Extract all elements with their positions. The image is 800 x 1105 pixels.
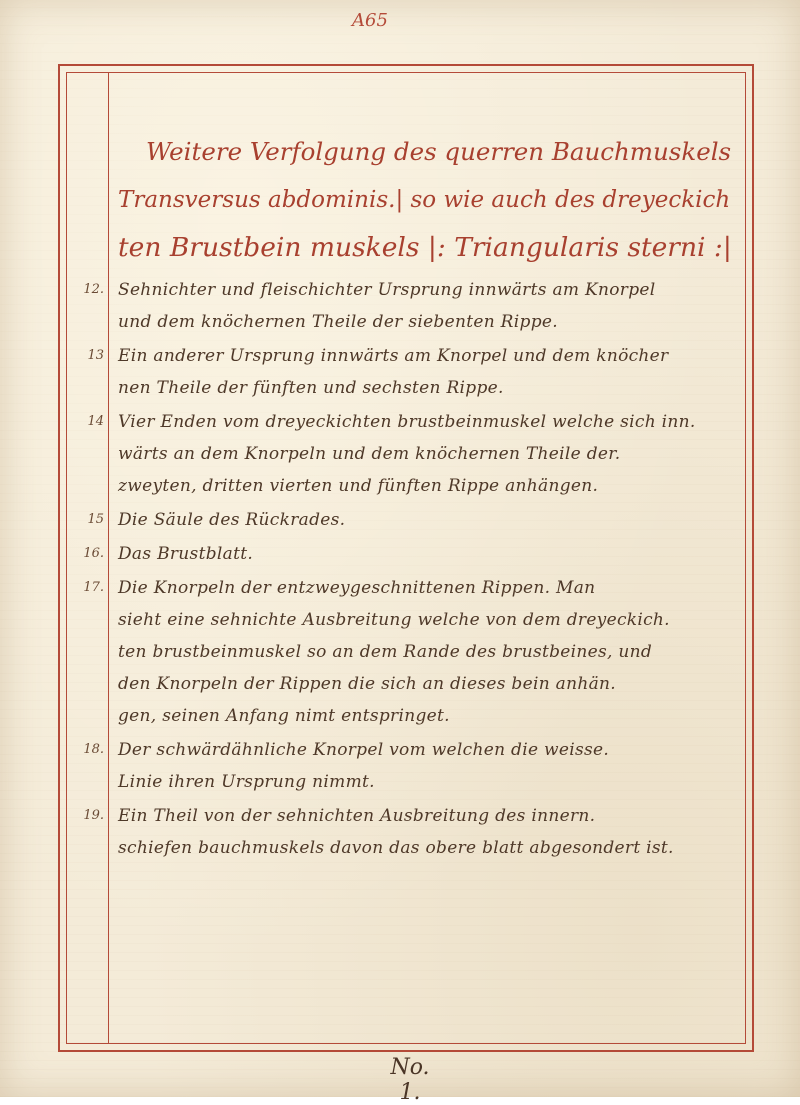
entry-text (118, 340, 738, 404)
page-heading (118, 128, 738, 272)
entry-text (118, 274, 738, 338)
entry-16 (0, 538, 800, 570)
entry-text (118, 572, 738, 732)
entry-number: 18. (83, 742, 104, 757)
entry-number: 19. (83, 808, 104, 823)
entry-15 (0, 504, 800, 536)
heading-line: ten Brustbein muskels |: Triangularis sterni :| (118, 232, 732, 263)
page-number: A65 (352, 10, 388, 31)
entry-line: Das Brustblatt. (118, 544, 254, 564)
entry-line: den Knorpeln der Rippen die sich an dieses bein anhän. (118, 674, 616, 694)
entry-line: gen, seinen Anfang nimt entspringet. (118, 706, 450, 726)
entry-line: nen Theile der fünften und sechsten Rippe. (118, 378, 504, 398)
entry-text (118, 800, 738, 864)
entry-19 (0, 800, 800, 864)
entry-line: Linie ihren Ursprung nimmt. (118, 772, 375, 792)
entry-number: 16. (83, 546, 104, 561)
entry-text (118, 734, 738, 798)
entry-text (118, 538, 738, 570)
entry-line: schiefen bauchmuskels davon das obere blatt abgesondert ist. (118, 838, 674, 858)
entry-line: Die Knorpeln der entzweygeschnittenen Rippen. Man (118, 578, 596, 598)
entry-13 (0, 340, 800, 404)
entry-line: und dem knöchernen Theile der siebenten Rippe. (118, 312, 558, 332)
entry-line: Ein Theil von der sehnichten Ausbreitung des innern. (118, 806, 596, 826)
entry-number: 13 (87, 348, 104, 363)
entry-list (0, 274, 800, 866)
heading-line: Transversus abdominis.| so wie auch des dreyeckich (118, 187, 731, 213)
entry-line: Sehnichter und fleischichter Ursprung innwärts am Knorpel (118, 280, 656, 300)
entry-line: Der schwärdähnliche Knorpel vom welchen die weisse. (118, 740, 610, 760)
entry-line: Vier Enden vom dreyeckichten brustbeinmuskel welche sich inn. (118, 412, 696, 432)
entry-number: 15 (87, 512, 104, 527)
entry-text (118, 406, 738, 502)
entry-number: 12. (83, 282, 104, 297)
entry-line: zweyten, dritten vierten und fünften Rippe anhängen. (118, 476, 599, 496)
entry-14 (0, 406, 800, 502)
entry-18 (0, 734, 800, 798)
entry-line: sieht eine sehnichte Ausbreitung welche von dem dreyeckich. (118, 610, 670, 630)
entry-line: Ein anderer Ursprung innwärts am Knorpel und dem knöcher (118, 346, 669, 366)
entry-12 (0, 274, 800, 338)
entry-number: 14 (87, 414, 104, 429)
entry-line: Die Säule des Rückrades. (118, 510, 346, 530)
entry-number: 17. (83, 580, 104, 595)
entry-line: wärts an dem Knorpeln und dem knöchernen Theile der. (118, 444, 621, 464)
entry-17 (0, 572, 800, 732)
entry-line: ten brustbeinmuskel so an dem Rande des brustbeines, und (118, 642, 653, 662)
entry-text (118, 504, 738, 536)
footer-mark: No. 1. (390, 1055, 430, 1105)
heading-line: Weitere Verfolgung des querren Bauchmuskels (146, 137, 732, 166)
